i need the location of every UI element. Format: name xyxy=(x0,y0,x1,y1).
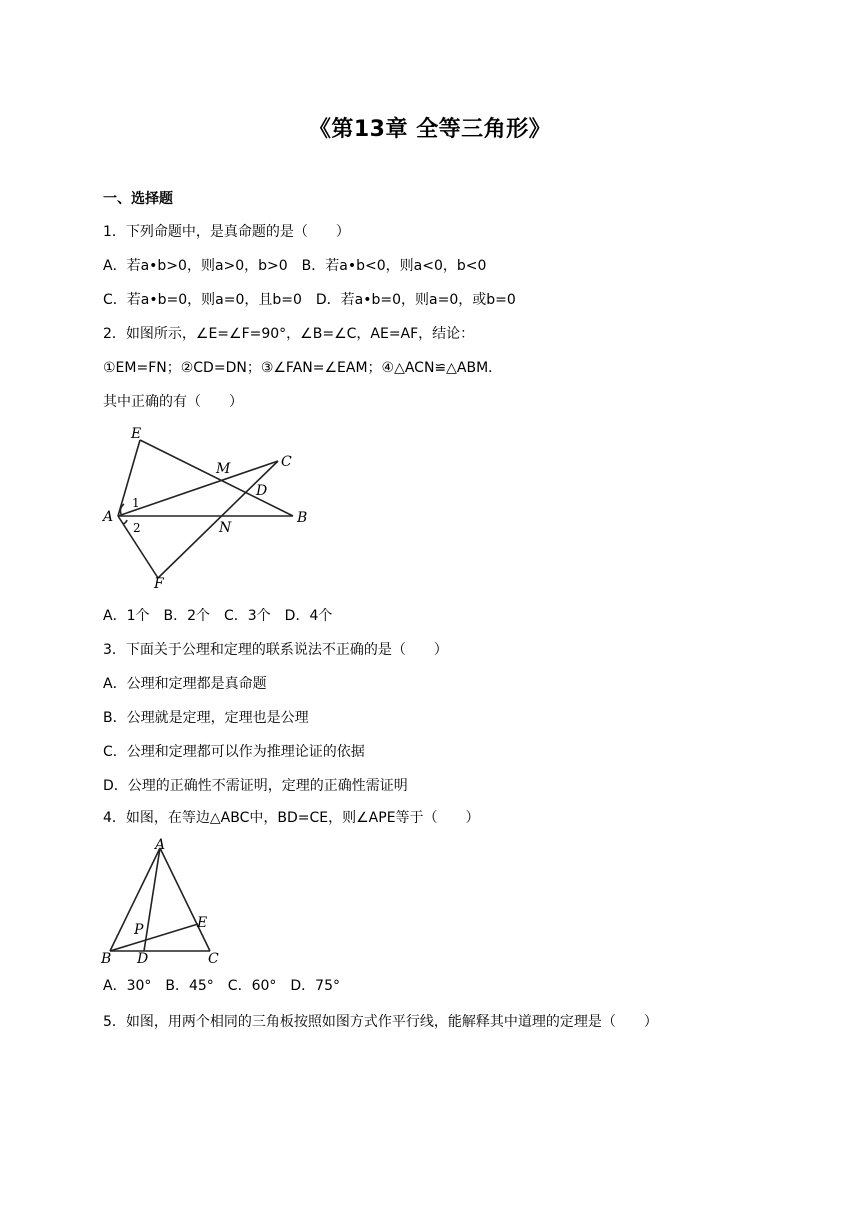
section-heading: 一、选择题 xyxy=(103,191,173,207)
label-d: D xyxy=(256,483,268,499)
q2-figure xyxy=(98,420,328,595)
label-angle-2: 2 xyxy=(133,521,141,535)
q1-options-ab: A．若a•b>0，则a>0，b>0 B．若a•b<0，则a<0，b<0 xyxy=(103,258,487,274)
line-eb xyxy=(140,440,293,516)
label-e: E xyxy=(197,915,208,931)
label-a: A xyxy=(155,837,166,853)
q2-stem: 2．如图所示，∠E=∠F=90°，∠B=∠C，AE=AF，结论： xyxy=(103,326,475,342)
angle-2-arc xyxy=(123,520,127,524)
side-ac xyxy=(160,848,210,951)
label-c: C xyxy=(208,951,219,967)
q5-stem: 5．如图，用两个相同的三角板按照如图方式作平行线，能解释其中道理的定理是（ ） xyxy=(103,1014,658,1030)
label-f: F xyxy=(154,576,164,592)
label-d: D xyxy=(137,951,149,967)
q1-options-cd: C．若a•b=0，则a=0，且b=0 D．若a•b=0，则a=0，或b=0 xyxy=(103,292,516,308)
q4-figure xyxy=(98,836,228,968)
label-b: B xyxy=(297,510,308,526)
q2-conclusions: ①EM=FN；②CD=DN；③∠FAN=∠EAM；④△ACN≌△ABM． xyxy=(103,360,503,376)
q3-option-b: B．公理就是定理，定理也是公理 xyxy=(103,710,309,726)
q3-option-d: D．公理的正确性不需证明，定理的正确性需证明 xyxy=(103,778,408,794)
label-b: B xyxy=(101,951,112,967)
q1-stem: 1．下列命题中，是真命题的是（ ） xyxy=(103,224,350,240)
label-c: C xyxy=(281,454,292,470)
label-a: A xyxy=(103,509,114,525)
label-n: N xyxy=(219,520,232,536)
q2-ask: 其中正确的有（ ） xyxy=(103,394,243,410)
segment-be xyxy=(110,924,198,951)
q2-options: A．1个 B．2个 C．3个 D．4个 xyxy=(103,608,333,624)
q3-stem: 3．下面关于公理和定理的联系说法不正确的是（ ） xyxy=(103,642,448,658)
page-title: 《第13章 全等三角形》 xyxy=(308,117,552,142)
label-e: E xyxy=(131,426,142,442)
q4-options: A．30° B．45° C．60° D．75° xyxy=(103,978,340,994)
q3-option-a: A．公理和定理都是真命题 xyxy=(103,676,267,692)
label-angle-1: 1 xyxy=(132,496,140,510)
label-m: M xyxy=(216,461,231,477)
label-p: P xyxy=(134,922,144,938)
q3-option-c: C．公理和定理都可以作为推理论证的依据 xyxy=(103,744,365,760)
q4-stem: 4．如图，在等边△ABC中，BD=CE，则∠APE等于（ ） xyxy=(103,810,480,826)
